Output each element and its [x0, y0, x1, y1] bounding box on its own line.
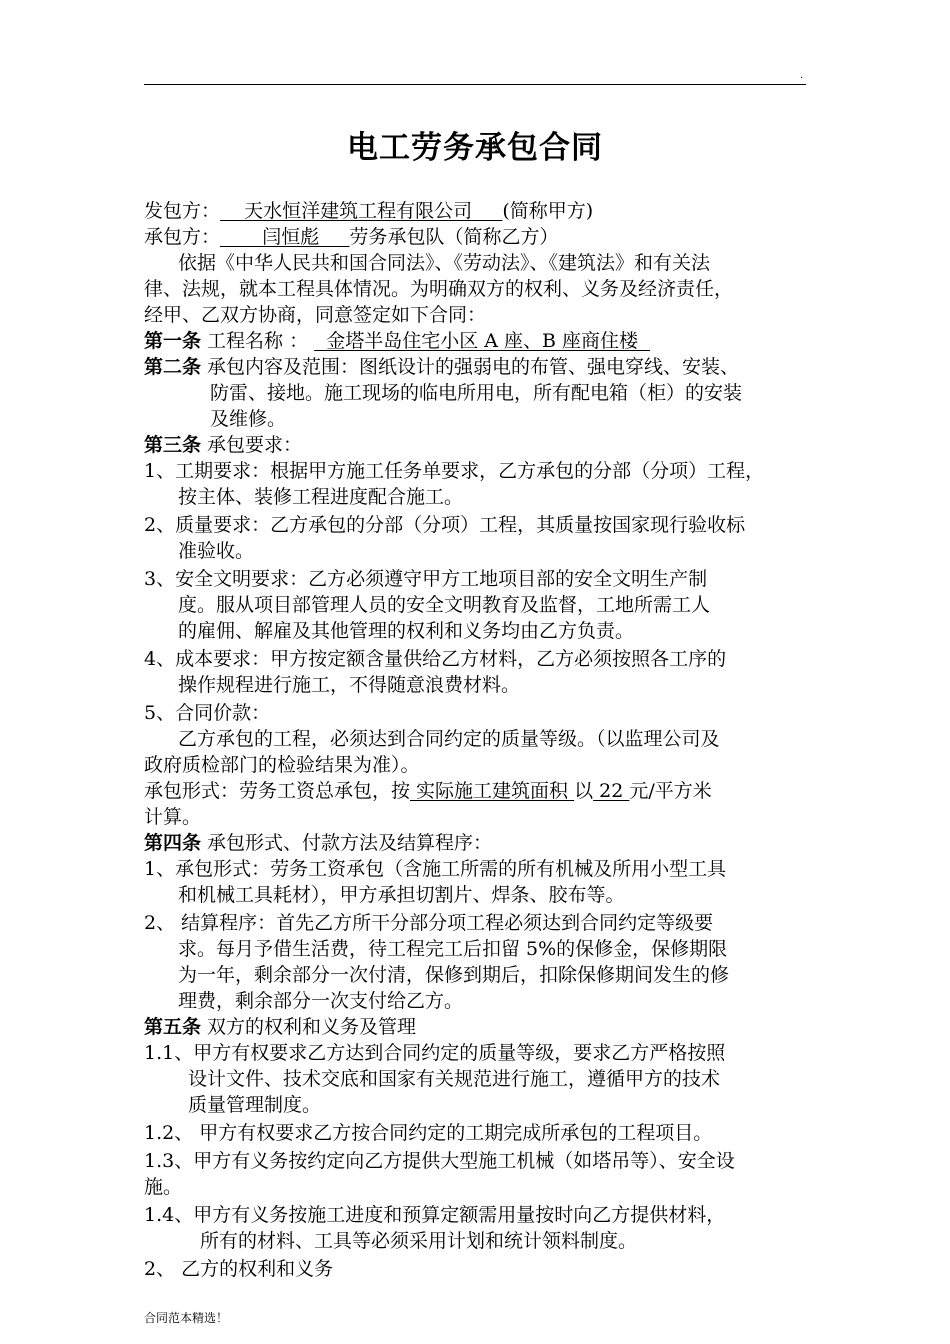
contract-price-heading: 5、合同价款：	[144, 702, 271, 724]
article-3-heading: 第三条	[144, 434, 202, 456]
article-1-heading: 第一条	[144, 330, 202, 352]
page-footer: 合同范本精选！	[144, 1311, 229, 1325]
list-item-cont: 操作规程进行施工，不得随意浪费材料。	[178, 674, 521, 696]
contract-rate: 22	[593, 780, 630, 802]
article-1-label: 工程名称 ：	[201, 330, 315, 352]
party-b-line	[144, 224, 816, 250]
list-item-cont: 为一年，剩余部分一次付清，保修到期后，扣除保修期间发生的修	[178, 964, 730, 986]
list-item: 2、 结算程序：首先乙方所干分部分项工程必须达到合同约定等级要	[144, 912, 714, 934]
contract-form-mid: 以	[574, 780, 594, 802]
party-b-suffix: 劳务承包队（简称乙方）	[349, 226, 559, 248]
list-item-cont: 求。每月予借生活费，待工程完工后扣留 5%的保修金，保修期限	[178, 938, 728, 960]
contract-body	[144, 198, 816, 1282]
list-item: 1.2、 甲方有权要求乙方按合同约定的工期完成所承包的工程项目。	[144, 1122, 713, 1144]
list-item: 1、工期要求：根据甲方施工任务单要求，乙方承包的分部（分项）工程，	[144, 460, 765, 482]
article-2-line: 防雷、接地。施工现场的临电所用电，所有配电箱（柜）的安装	[210, 382, 743, 404]
list-item: 1.3、甲方有义务按约定向乙方提供大型施工机械（如塔吊等）、安全设	[144, 1150, 735, 1172]
contract-price-text: 乙方承包的工程，必须达到合同约定的质量等级。（以监理公司及	[178, 728, 720, 750]
article-5-label: 双方的权利和义务及管理	[201, 1016, 417, 1038]
project-name: 金塔半岛住宅小区 A 座、B 座商住楼	[314, 330, 651, 352]
article-2-text: 承包内容及范围：图纸设计的强弱电的布管、强电穿线、安装、	[201, 356, 740, 378]
list-item: 2、质量要求：乙方承包的分部（分项）工程，其质量按国家现行验收标	[144, 514, 746, 536]
article-2-heading: 第二条	[144, 356, 202, 378]
list-item: 1.4、甲方有义务按施工进度和预算定额需用量按时向乙方提供材料，	[144, 1204, 726, 1226]
list-item-cont: 理费，剩余部分一次支付给乙方。	[178, 990, 464, 1012]
list-item-cont: 施。	[144, 1176, 183, 1198]
article-5-heading: 第五条	[144, 1016, 202, 1038]
party-a-name: 天水恒洋建筑工程有限公司	[220, 200, 503, 222]
header-mark: .	[800, 70, 804, 81]
header-rule	[144, 84, 806, 85]
document-title: 电工劳务承包合同	[347, 130, 603, 166]
article-5	[144, 1014, 816, 1040]
contract-form-line	[144, 778, 816, 804]
article-2	[144, 354, 816, 380]
article-3-label: 承包要求：	[201, 434, 303, 456]
contract-form-prefix: 承包形式：劳务工资总承包，按	[144, 780, 411, 802]
article-1	[144, 328, 816, 354]
article-4	[144, 830, 816, 856]
party-a-label: 发包方：	[144, 200, 221, 222]
article-4-heading: 第四条	[144, 832, 202, 854]
party-a-suffix: (简称甲方)	[502, 200, 594, 222]
list-item-cont: 质量管理制度。	[188, 1094, 322, 1116]
list-item: 1.1、甲方有权要求乙方达到合同约定的质量等级，要求乙方严格按照	[144, 1042, 726, 1064]
party-b-name: 闫恒彪	[220, 226, 350, 248]
list-item-cont: 和机械工具耗材），甲方承担切割片、焊条、胶布等。	[178, 884, 625, 906]
list-item-cont: 按主体、装修工程进度配合施工。	[178, 486, 464, 508]
intro-line: 依据《中华人民共和国合同法》、《劳动法》、《建筑法》和有关法	[178, 252, 711, 274]
contract-price-text: 政府质检部门的检验结果为准）。	[144, 754, 420, 776]
list-item-cont: 准验收。	[178, 540, 255, 562]
list-item-cont: 度。服从项目部管理人员的安全文明教育及监督，工地所需工人	[178, 594, 711, 616]
list-item: 4、成本要求：甲方按定额含量供给乙方材料，乙方必须按照各工序的	[144, 648, 727, 670]
intro-line: 律、法规，就本工程具体情况。为明确双方的权利、义务及经济责任，	[144, 278, 734, 300]
list-item: 3、安全文明要求：乙方必须遵守甲方工地项目部的安全文明生产制	[144, 568, 708, 590]
article-4-label: 承包形式、付款方法及结算程序：	[201, 832, 493, 854]
intro-line: 经甲、乙双方协商，同意签定如下合同：	[144, 304, 487, 326]
list-item-cont: 设计文件、技术交底和国家有关规范进行施工，遵循甲方的技术	[188, 1068, 721, 1090]
article-2-line: 及维修。	[210, 408, 287, 430]
list-item: 1、承包形式：劳务工资承包（含施工所需的所有机械及所用小型工具	[144, 858, 727, 880]
party-b-label: 承包方：	[144, 226, 221, 248]
party-a-line	[144, 198, 816, 224]
list-item: 2、 乙方的权利和义务	[144, 1258, 334, 1280]
article-3	[144, 432, 816, 458]
contract-form-tail: 计算。	[144, 806, 202, 828]
contract-rate-unit: 元/平方米	[629, 780, 712, 802]
list-item-cont: 所有的材料、工具等必须采用计划和统计领料制度。	[200, 1230, 638, 1252]
contract-form-basis: 实际施工建筑面积	[410, 780, 575, 802]
list-item-cont: 的雇佣、解雇及其他管理的权利和义务均由乙方负责。	[178, 620, 635, 642]
